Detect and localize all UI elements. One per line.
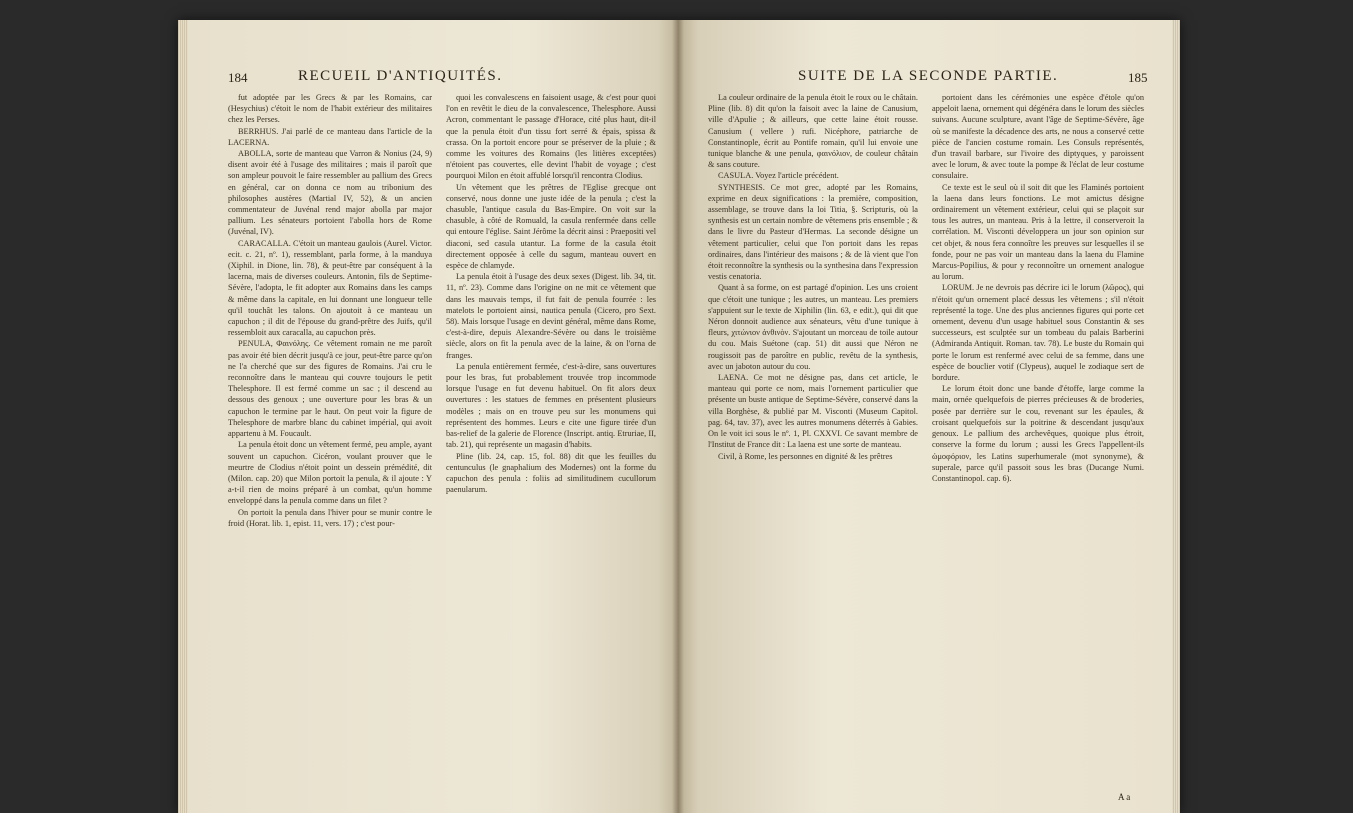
paragraph: PENULA, Φαινόλης. Ce vêtement romain ne me paroît pas avoir été bien décrit jusqu'à ce jour, peut-être parce qu'on ne l'a cherché que sur des figures de Romains. J'ai cru le reconnoître dans le manteau qui couvre toujours le petit Thelesphore. Il est fermé comme un sac ; il descend au dessous des genoux ; une ouverture pour les bras & un capuchon le termine par le haut. On peut voir la figure de Thelesphore de marbre blanc du cabinet impérial, qui avoit appartenu à M. Foucault. <box>228 339 432 439</box>
paragraph: La penula étoit donc un vêtement fermé, peu ample, ayant souvent un capuchon. Cicéron, voulant prouver que le meurtre de Clodius n'étoit point un dessein prémédité, dit (Milon. cap. 20) que Milon portoit la penula, & il ajoute : Y a-t-il rien de moins préparé à un combat, qu'un homme enveloppé dans la penula comme dans un filet ? <box>228 440 432 506</box>
left-running-head: RECUEIL D'ANTIQUITÉS. <box>298 68 503 84</box>
right-column-1 <box>708 92 918 792</box>
paragraph: Le lorum étoit donc une bande d'étoffe, large comme la main, ornée quelquefois de pierres précieuses & de broderies, posée par derrière sur le cou, revenant sur les épaules, & croisant quelquefois sur la poitrine & descendant jusqu'aux genoux. Le pallium des archevêques, quoique plus étroit, conserve la forme du lorum ; aussi les Grecs l'appellent-ils ὠμοφόριον, les Latins superhumerale (mot synonyme), & superale, parce qu'il passoit sous les bras (Ducange Numi. Constantinopol. cap. 6). <box>932 384 1144 483</box>
right-page <box>678 20 1180 813</box>
right-column-2 <box>932 92 1144 792</box>
paragraph: La couleur ordinaire de la penula étoit le roux ou le châtain. Pline (lib. 8) dit qu'on la faisoit avec la laine de Canusium, ville d'Apulie ; & ailleurs, que cette laine étoit rousse. Canusium ( vellere ) rufi. Nicéphore, patriarche de Constantinople, écrit au Pontife romain, qu'il lui envoie une tunique blanche & une penula, φαινόλιον, de couleur châtain & sans couture. <box>708 93 918 170</box>
paragraph: BERRHUS. J'ai parlé de ce manteau dans l'article de la LACERNA. <box>228 126 432 147</box>
paragraph: La penula entièrement fermée, c'est-à-dire, sans ouvertures pour les bras, fut probablement trouvée trop incommode lorsque l'usage en fut devenu habituel. On fit alors deux ouvertures : les statues de femmes en présentent plusieurs modèles ; mais on en trouve peu sur les monumens qui représentent des hommes. Leurs e cite une figure tirée d'un bas-relief de la galerie de Florence (Inscript. antiq. Etruriae, II, tab. 21), qui représente un magasin d'habits. <box>446 361 656 450</box>
page-edge-left <box>178 20 188 813</box>
left-page <box>178 20 678 813</box>
paragraph: quoi les convalescens en faisoient usage, & c'est pour quoi l'on en revêtit le dieu de la convalescence, Thelesphore. Aussi Acron, commentant le passage d'Horace, cité plus haut, dit-il que la penula étoit d'un tissu fort serré & épais, spissa & crassa. On la portoit encore pour se préserver de la pluie ; & comme les voitures des Romains (les litières exceptées) n'étoient pas couvertes, elle devint l'habit de voyage ; c'est pourquoi Milon en étoit affublé lorsqu'il rencontra Clodius. <box>446 93 656 181</box>
left-column-2 <box>446 92 656 792</box>
paragraph: On portoit la penula dans l'hiver pour se munir contre le froid (Horat. lib. 1, epist. 11, vers. 17) ; c'est pour- <box>228 507 432 528</box>
paragraph: Pline (lib. 24, cap. 15, fol. 88) dit que les feuilles du centunculus (le gnaphalium des Modernes) ont la forme du capuchon des penula : foliis ad similitudinem cucullorum paenularum. <box>446 451 656 495</box>
book-spread <box>178 20 1180 813</box>
paragraph: portoient dans les cérémonies une espèce d'étole qu'on appeloit laena, ornement qui dégénéra dans le lorum des siècles suivans. Aucune sculpture, avant l'âge de Septime-Sévère, âge où se manifeste la décadence des arts, ne nous a conservé cette pièce de l'ancien costume romain. Les Consuls représentés, d'un travail barbare, sur l'ivoire des diptyques, y paroissent avec le lorum, & avec toute la pompe & l'éclat de leur costume consulaire. <box>932 93 1144 181</box>
paragraph: CASULA. Voyez l'article précédent. <box>718 171 839 181</box>
paragraph: Quant à sa forme, on est partagé d'opinion. Les uns croient que c'étoit une tunique ; les autres, un manteau. Les premiers s'appuient sur le texte de Xiphilin (lin. 63, e edit.), qui dit que Néron donnoit audience aux sénateurs, vêtu d'une tunique à fleurs, χιτώνιον ἀνθινὸν. S'ajoutant un morceau de toile autour du cou. Mais Suétone (cap. 51) dit aussi que Néron ne rougissoit pas de paroître en public, revêtu de la synthesis, avec un jaboton autour du cou. <box>708 283 918 371</box>
left-column-1 <box>228 92 432 792</box>
paragraph: Civil, à Rome, les personnes en dignité & les prêtres <box>718 451 893 461</box>
left-page-number: 184 <box>228 70 248 85</box>
paragraph: La penula étoit à l'usage des deux sexes (Digest. lib. 34, tit. 11, nº. 23). Comme dans l'origine on ne mit ce vêtement que dans les mauvais temps, il fut fait de penula fourrée : les matelots le portoient ainsi, nautica penula (Cicero, pro Sext. 58). Mais lorsque l'usage en devint général, même dans Rome, c'est-à-dire, depuis Alexandre-Sévère ou dans le troisième siècle, alors on fit la penula avec de la laine, & on l'orna de franges. <box>446 272 656 360</box>
book-gutter <box>672 20 684 813</box>
right-page-number: 185 <box>1128 70 1148 85</box>
paragraph: LORUM. Je ne devrois pas décrire ici le lorum (λῶρος), qui n'étoit qu'un ornement placé dessus les vêtemens ; s'il n'étoit représenté la toge. Une des plus anciennes figures qui porte cet ornement, devenu d'un usage habituel sous Constantin & ses successeurs, est sculptée sur un tombeau du palais Barberini (Admiranda Antiquit. Roman. tav. 78). Le buste du Romain qui porte le lorum est renfermé avec celui de sa femme, dans une espèce de bouclier votif (Clypeus), auquel le zodiaque sert de bordure. <box>932 283 1144 383</box>
paragraph: LAENA. Ce mot ne désigne pas, dans cet article, le manteau qui porte ce nom, mais l'ornement particulier que présente un buste antique de Septime-Sévère, conservé dans la villa Borghèse, & publié par M. Visconti (Museum Capitol. pag. 64, tav. 37), avec les autres monumens déterrés à Gabies. On le voit ici sous le nº. 1, Pl. CXXVI. Ce savant membre de l'Institut de France dit : La laena est une sorte de manteau. <box>708 373 918 450</box>
paragraph: Un vêtement que les prêtres de l'Eglise grecque ont conservé, nous donne une juste idée de la penula ; c'est la chasuble, l'antique casula du Bas-Empire. On voit sur la chasuble, à côté de Romuald, la casula renfermée dans celle qui entoure l'église. Saint Jérôme la décrit ainsi : Praepositi vel diaconi, sed casula utantur. La forme de la casula étoit directement opposée à celle du sagum, manteau ouvert en espèce de chlamyde. <box>446 182 656 271</box>
signature-mark: A a <box>1118 792 1131 802</box>
paragraph: ABOLLA, sorte de manteau que Varron & Nonius (24, 9) disent avoir été à l'usage des militaires ; mais il paroît que son ampleur pouvoit le faire ressembler au pallium des Grecs en général, car on donna ce nom au tribonium des philosophes austères (Martial IV, 52), & un ancien commentateur de Juvénal rend major abolla par major pallium. Les sénateurs portoient l'abolla hors de Rome (Juvénal, IV). <box>228 149 432 237</box>
paragraph: SYNTHESIS. Ce mot grec, adopté par les Romains, exprime en deux significations : la première, composition, assemblage, se trouve dans la loi Titia, §. Scripturis, où la synthesis est un certain nombre de vêtemens pris ensemble ; & dans le livre du Pasteur d'Hermas. La seconde désigne un vêtement particulier, celui que l'on portoit dans les repas ordinaires, dans l'intérieur des maisons ; & de là vient que l'on étoit reconnoître la synthesis ou la synthesina dans l'expression vestis cenatoria. <box>708 182 918 282</box>
page-edge-right <box>1172 20 1180 813</box>
paragraph: fut adoptée par les Grecs & par les Romains, car (Hesychius) c'étoit le nom de l'habit extérieur des militaires chez les Perses. <box>228 93 432 125</box>
right-running-head: SUITE DE LA SECONDE PARTIE. <box>798 68 1059 84</box>
paragraph: Ce texte est le seul où il soit dit que les Flaminés portoient la laena dans leurs fonctions. Le mot amictus désigne ordinairement un vêtement extérieur, celui qui se plaçoit sur tous les autres, un manteau. Pris à la lettre, il conserveroit la corrélation. M. Visconti développera un jour son opinion sur cet objet, & nous fera connoître les preuves sur lesquelles il se fonde, pour ne pas voir un manteau dans la laena du Flamine Marcus-Popilius, & pour y reconnoître un ornement analogue au lorum. <box>932 182 1144 282</box>
paragraph: CARACALLA. C'étoit un manteau gaulois (Aurel. Victor. ecit. c. 21, nº. 1), ressemblant, parla forme, à la manduya (Xiphil. in Dione, lin. 78), & peut-être par conséquent à la lacerna, mais de diverses couleurs. Antonin, fils de Septime-Sévère, l'adopta, le fit adopter aux Romains dans les camps & même dans la capitale, en lui donnant une longueur telle qu'il touchât les talons. On ajoutoit à ce manteau un capuchon ; il dit de l'épouse du grand-prêtre des Juifs, qu'il ressembloit aux caracalla, au capuchon près. <box>228 238 432 338</box>
